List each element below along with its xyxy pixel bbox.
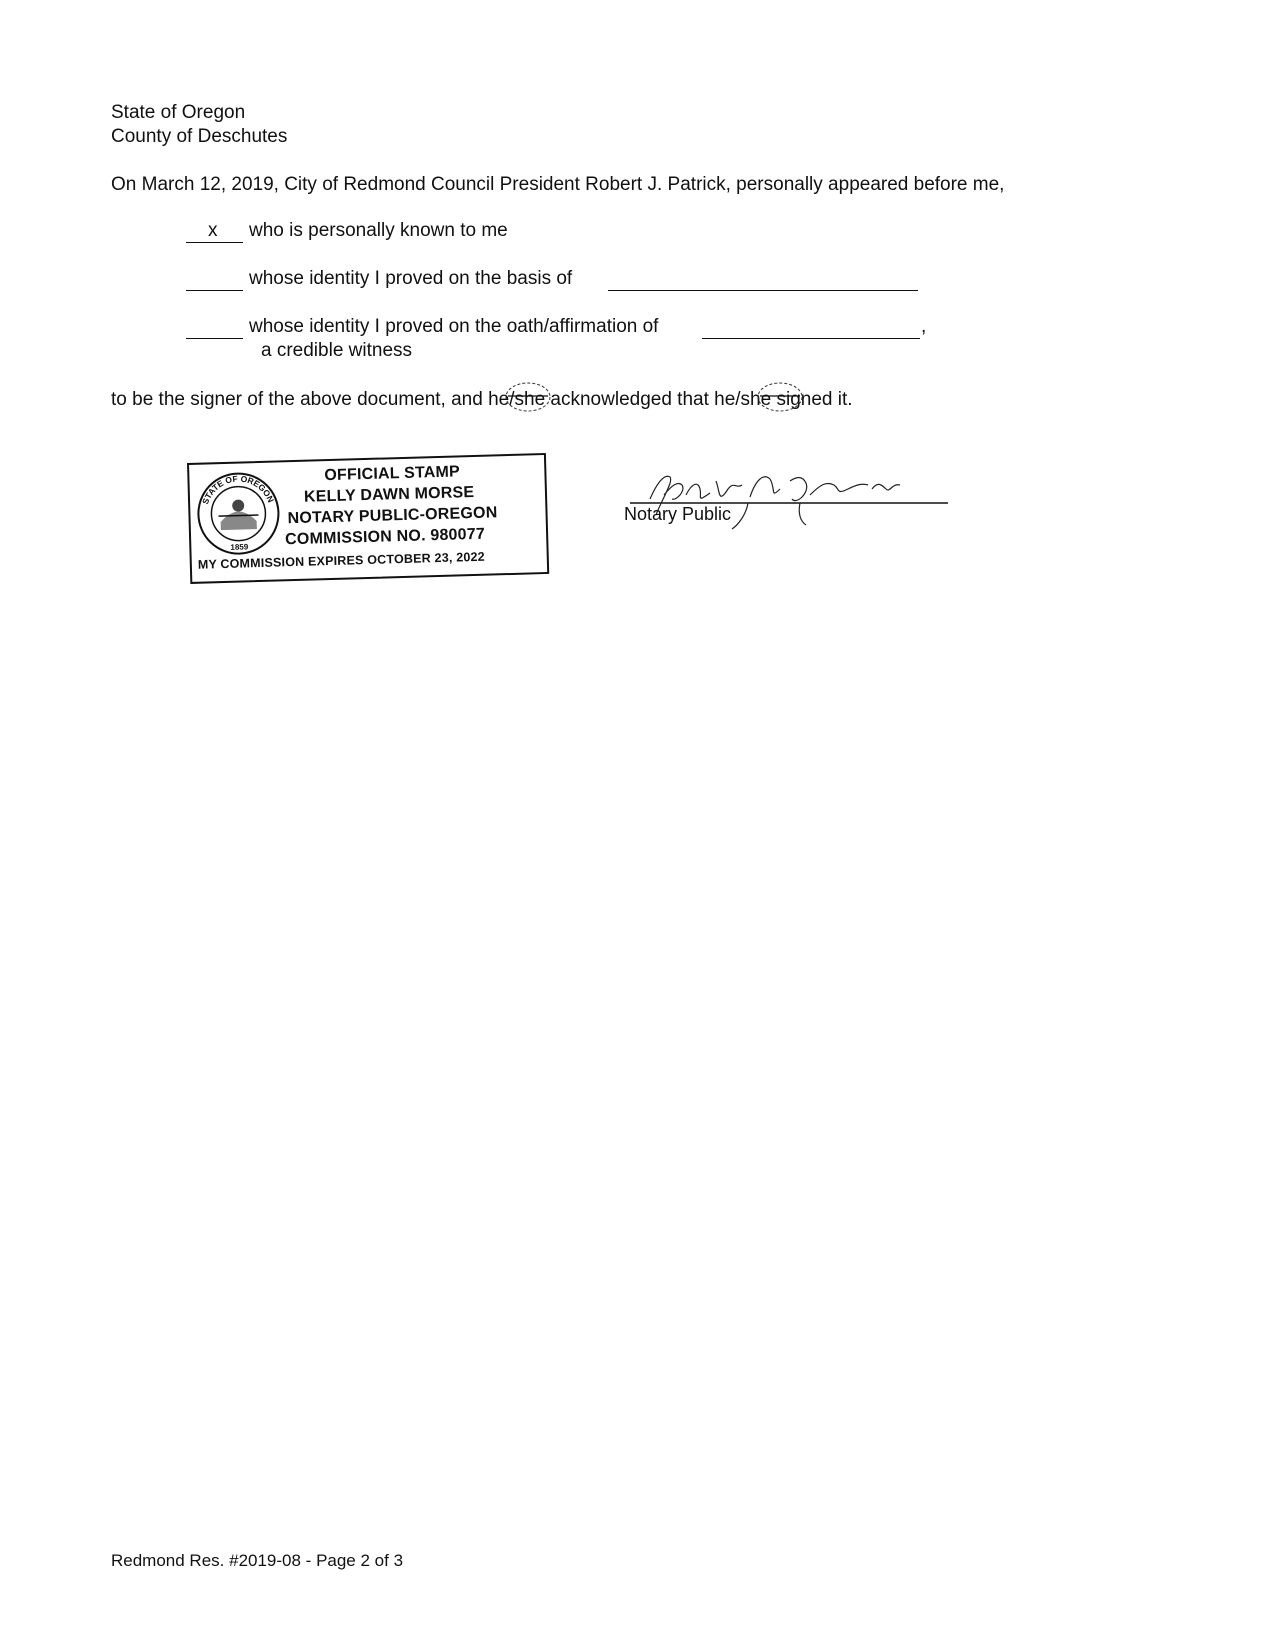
oregon-state-seal-icon [195,470,281,556]
stamp-line-title: NOTARY PUBLIC-OREGON [287,504,498,528]
he-strike-circle-1 [500,378,560,416]
option-2-blank-line [186,290,243,291]
official-notary-stamp [187,453,549,584]
venue-state: State of Oregon [111,102,246,123]
option-1-mark: x [208,220,218,241]
option-3-text: whose identity I proved on the oath/affirmation of [249,316,659,337]
stamp-line-name: KELLY DAWN MORSE [303,483,475,506]
stamp-line-expiry: MY COMMISSION EXPIRES OCTOBER 23, 2022 [197,549,486,572]
acknowledgment-text: to be the signer of the above document, and he/she acknowledged that he/she signed it. [111,389,853,410]
appearance-statement: On March 12, 2019, City of Redmond Council President Robert J. Patrick, personally appeared before me, [111,174,1005,195]
option-2-text: whose identity I proved on the basis of [249,268,573,289]
option-1-text: who is personally known to me [249,220,508,241]
he-strike-circle-2 [752,378,812,416]
option-3-continuation: a credible witness [261,340,413,361]
seal-year: 1859 [230,542,249,552]
option-2-fill-line [608,290,918,291]
option-3-blank-line [186,338,243,339]
notary-public-label: Notary Public [624,504,732,524]
page-footer: Redmond Res. #2019-08 - Page 2 of 3 [111,1551,404,1570]
option-1-blank-line [186,242,243,243]
stamp-line-commission: COMMISSION NO. 980077 [284,525,486,549]
venue-county: County of Deschutes [111,126,288,147]
option-3-fill-line [702,338,920,339]
stamp-line-official: OFFICIAL STAMP [324,463,461,485]
option-3-suffix: , [921,316,927,337]
seal-top-text: STATE OF OREGON [200,473,277,506]
